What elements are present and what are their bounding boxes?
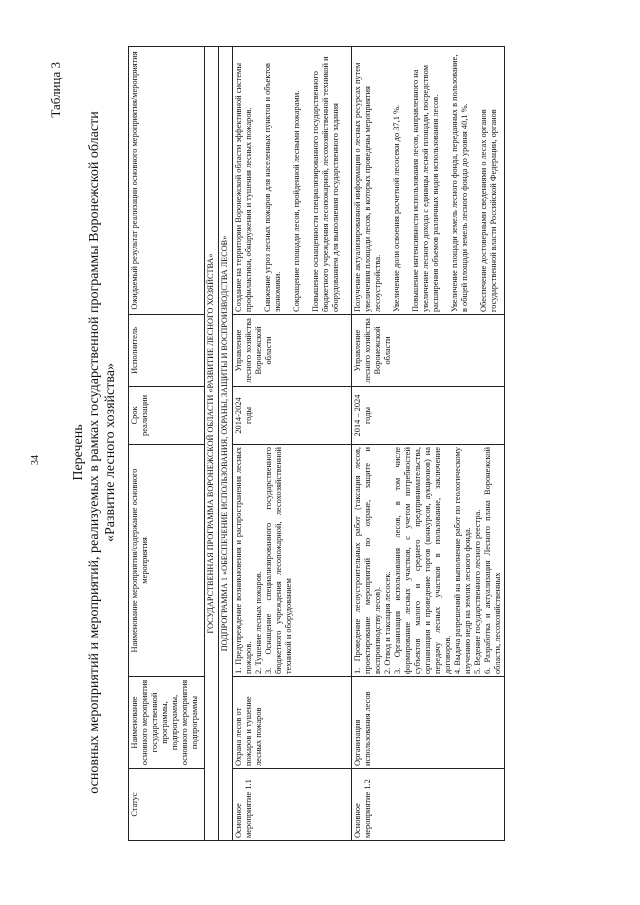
activity-item: 5. Ведение государственного лесного реестра.: [473, 509, 482, 674]
result-item: Повышение оснащенности специализированного государственного бюджетного учреждения лесопожарной, лесохозяйственной техникой и оборудованием для выполнения государственного задания: [311, 56, 340, 312]
table-row: [233, 47, 352, 841]
result-item: Создание на территории Воронежской области эффективной системы профилактики, обнаружения и тушения лесных пожаров.: [234, 63, 253, 312]
program-band: ГОСУДАРСТВЕННАЯ ПРОГРАММА ВОРОНЕЖСКОЙ ОБЛАСТИ «РАЗВИТИЕ ЛЕСНОГО ХОЗЯЙСТВА»: [205, 47, 219, 841]
row-status: Основное мероприятие 1.1: [233, 769, 352, 841]
column-header-executor: Исполнитель: [129, 315, 205, 387]
page-number: 34: [30, 455, 41, 465]
row-status: Основное мероприятие 1.2: [352, 769, 505, 841]
row-results: [233, 47, 352, 315]
row-results: [352, 47, 505, 315]
activity-item: 3. Оснащение специализированного государственного бюджетного учреждения лесопожарной, лесохозяйственной техникой и оборудованием: [264, 447, 293, 674]
result-item: Получение актуализированной информации о лесных ресурсах путем увеличения площади лесов, в которых проведены мероприятия лесоустройства.: [353, 62, 382, 312]
row-period: 2014 – 2024 годы: [352, 387, 505, 445]
result-item: Сокращение площади лесов, пройденной лесными пожарами.: [292, 90, 301, 312]
subprogram-band: ПОДПРОГРАММА 1 «ОБЕСПЕЧЕНИЕ ИСПОЛЬЗОВАНИЯ, ОХРАНЫ, ЗАЩИТЫ И ВОСПРОИЗВОДСТВА ЛЕСОВ»: [219, 47, 233, 841]
column-header-activity: Наименование мероприятия/содержание основного мероприятия: [129, 445, 205, 677]
row-executor: Управление лесного хозяйства Воронежской области: [233, 315, 352, 387]
document-subtitle: основных мероприятий и мероприятий, реализуемых в рамках государственной программы Воронежской области: [87, 111, 102, 794]
column-header-result: Ожидаемый результат реализации основного мероприятия/мероприятия: [129, 47, 205, 315]
row-name: Охрана лесов от пожаров и тушение лесных пожаров: [233, 677, 352, 769]
result-item: Обеспечение достоверными сведениями о лесах органов государственной власти Российской Федерации, органов: [479, 109, 498, 312]
activity-item: 4. Выдача разрешений на выполнение работ по геологическому изучению недр на землях лесного фонда.: [453, 447, 472, 674]
row-period: 2014-2024 годы: [233, 387, 352, 445]
column-header-status: Статус: [129, 769, 205, 841]
result-item: Увеличение площади земель лесного фонда, переданных в пользование, в общей площади земель лесного фонда до уровня 40,1 %.: [450, 54, 469, 312]
result-item: Снижение угроз лесных пожаров для населенных пунктов и объектов экономики.: [263, 62, 282, 312]
table-label: Таблица 3: [48, 62, 63, 118]
row-activities: [233, 445, 352, 677]
table-header-row: [129, 47, 205, 841]
activity-item: 6. Разработка и актуализация Лесного плана Воронежской области, лесохозяйственных: [483, 447, 502, 674]
result-item: Повышение интенсивности использования лесов, направленного на увеличение лесного дохода с единицы лесной площади, посредством расширения объемов различных видов использования лесов.: [411, 65, 440, 312]
activity-item: 2. Отвод и таксация лесосек.: [383, 571, 392, 674]
activity-item: 2. Тушение лесных пожаров.: [254, 571, 263, 674]
program-name: «Развитие лесного хозяйства»: [103, 363, 118, 543]
row-executor: Управление лесного хозяйства Воронежской области: [352, 315, 505, 387]
result-item: Увеличение доли освоения расчетной лесосеки до 37,1 %.: [392, 104, 401, 312]
activity-item: 1. Проведение лесоустроительных работ (таксация лесов, проектирование мероприятий по охране, защите и воспроизводству лесов).: [353, 447, 382, 674]
activity-item: 1. Предупреждение возникновения и распространения лесных пожаров.: [234, 447, 253, 674]
measures-table: [128, 46, 505, 841]
row-activities: [352, 445, 505, 677]
column-header-name: Наименование основного мероприятия государственной программы, подпрограммы, основного мероприятия подпрограммы: [129, 677, 205, 769]
row-name: Организация использования лесов: [352, 677, 505, 769]
activity-item: 3. Организация использования лесов, в том числе формирование лесных участков, с учетом потребностей субъектов малого и среднего предпринимательства, организация и проведение торгов (конкурсов, аукционов) на передачу лесных участков в пользование, заключение договоров.: [393, 447, 452, 674]
table-row: [352, 47, 505, 841]
column-header-period: Срок реализации: [129, 387, 205, 445]
document-title: Перечень: [71, 424, 86, 481]
